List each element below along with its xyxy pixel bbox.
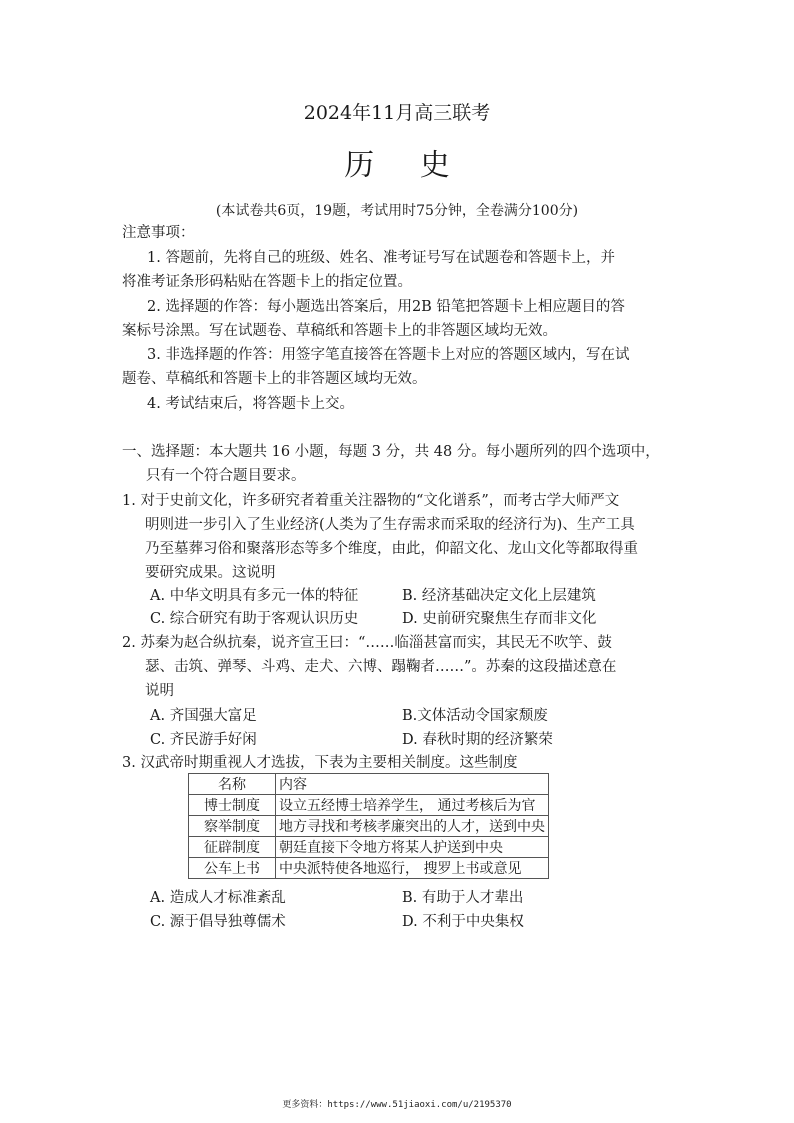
table-header-content: 内容 <box>276 774 549 795</box>
exam-info: (本试卷共6页，19题，考试用时75分钟，全卷满分100分) <box>215 203 579 219</box>
table-cell-name: 公车上书 <box>189 858 276 879</box>
q3-option-c: C. 源于倡导独尊儒术 <box>150 914 286 930</box>
table-cell-content: 地方寻找和考核孝廉突出的人才，送到中央 <box>276 816 549 837</box>
q3-option-b: B. 有助于人才辈出 <box>402 890 524 906</box>
q3-option-d: D. 不利于中央集权 <box>402 914 524 930</box>
table-cell-name: 博士制度 <box>189 795 276 816</box>
note-2-line-2: 案标号涂黑。写在试题卷、草稿纸和答题卡上的非答题区域均无效。 <box>122 323 557 339</box>
table-row <box>189 816 549 837</box>
note-2-line-1: 2. 选择题的作答：每小题选出答案后，用2B 铅笔把答题卡上相应题目的答 <box>147 299 625 315</box>
q1-stem-line-1: 1. 对于史前文化，许多研究者着重关注器物的“文化谱系”，而考古学大师严文 <box>122 493 620 509</box>
table-row <box>189 795 549 816</box>
table-header-row <box>189 774 549 795</box>
footer-link[interactable]: 更多资料：https://www.51jiaoxi.com/u/2195370 <box>282 1100 512 1110</box>
q2-stem-line-1: 2. 苏秦为赵合纵抗秦，说齐宣王曰：“……临淄甚富而实，其民无不吹竽、鼓 <box>122 635 612 651</box>
note-1-line-1: 1. 答题前，先将自己的班级、姓名、准考证号写在试题卷和答题卡上，并 <box>147 250 615 266</box>
note-3-line-1: 3. 非选择题的作答：用签字笔直接答在答题卡上对应的答题区域内，写在试 <box>147 347 630 363</box>
q2-option-d: D. 春秋时期的经济繁荣 <box>402 732 553 748</box>
table-cell-name: 征辟制度 <box>189 837 276 858</box>
q1-option-c: C. 综合研究有助于客观认识历史 <box>150 611 359 627</box>
table-cell-content: 设立五经博士培养学生， 通过考核后为官 <box>276 795 549 816</box>
note-1-line-2: 将准考证条形码粘贴在答题卡上的指定位置。 <box>122 274 412 290</box>
q1-option-d: D. 史前研究聚焦生存而非文化 <box>402 611 597 627</box>
table-cell-content: 中央派特使各地巡行， 搜罗上书或意见 <box>276 858 549 879</box>
section-heading-line-1: 一、选择题：本大题共 16 小题，每题 3 分，共 48 分。每小题所列的四个选项中， <box>122 444 660 460</box>
table-cell-content: 朝廷直接下令地方将某人护送到中央 <box>276 837 549 858</box>
q1-option-a: A. 中华文明具有多元一体的特征 <box>150 588 359 604</box>
table-cell-name: 察举制度 <box>189 816 276 837</box>
note-3-line-2: 题卷、草稿纸和答题卡上的非答题区域均无效。 <box>122 371 427 387</box>
q1-stem-line-4: 要研究成果。这说明 <box>145 565 276 581</box>
subject-title: 历 史 <box>344 148 468 183</box>
q1-stem-line-2: 明则进一步引入了生业经济(人类为了生存需求而采取的经济行为)、生产工具 <box>145 517 635 533</box>
table-header-name: 名称 <box>189 774 276 795</box>
table-row <box>189 858 549 879</box>
q1-option-b: B. 经济基础决定文化上层建筑 <box>402 588 596 604</box>
q1-stem-line-3: 乃至墓葬习俗和聚落形态等多个维度，由此，仰韶文化、龙山文化等都取得重 <box>145 541 638 557</box>
exam-title: 2024年11月高三联考 <box>303 102 491 124</box>
table-row <box>189 837 549 858</box>
q2-option-b: B.文体活动令国家颓废 <box>402 708 548 724</box>
section-heading-line-2: 只有一个符合题目要求。 <box>146 468 306 484</box>
notes-heading: 注意事项： <box>122 225 195 241</box>
q3-option-a: A. 造成人才标准紊乱 <box>150 890 286 906</box>
q3-stem-line-1: 3. 汉武帝时期重视人才选拔，下表为主要相关制度。这些制度 <box>122 755 518 771</box>
q3-system-table <box>188 773 549 879</box>
q2-stem-line-3: 说明 <box>145 683 174 699</box>
q2-stem-line-2: 瑟、击筑、弹琴、斗鸡、走犬、六博、蹋鞠者……”。苏秦的这段描述意在 <box>145 659 617 675</box>
q2-option-c: C. 齐民游手好闲 <box>150 732 257 748</box>
note-4-line-1: 4. 考试结束后，将答题卡上交。 <box>147 396 354 412</box>
q2-option-a: A. 齐国强大富足 <box>150 708 257 724</box>
